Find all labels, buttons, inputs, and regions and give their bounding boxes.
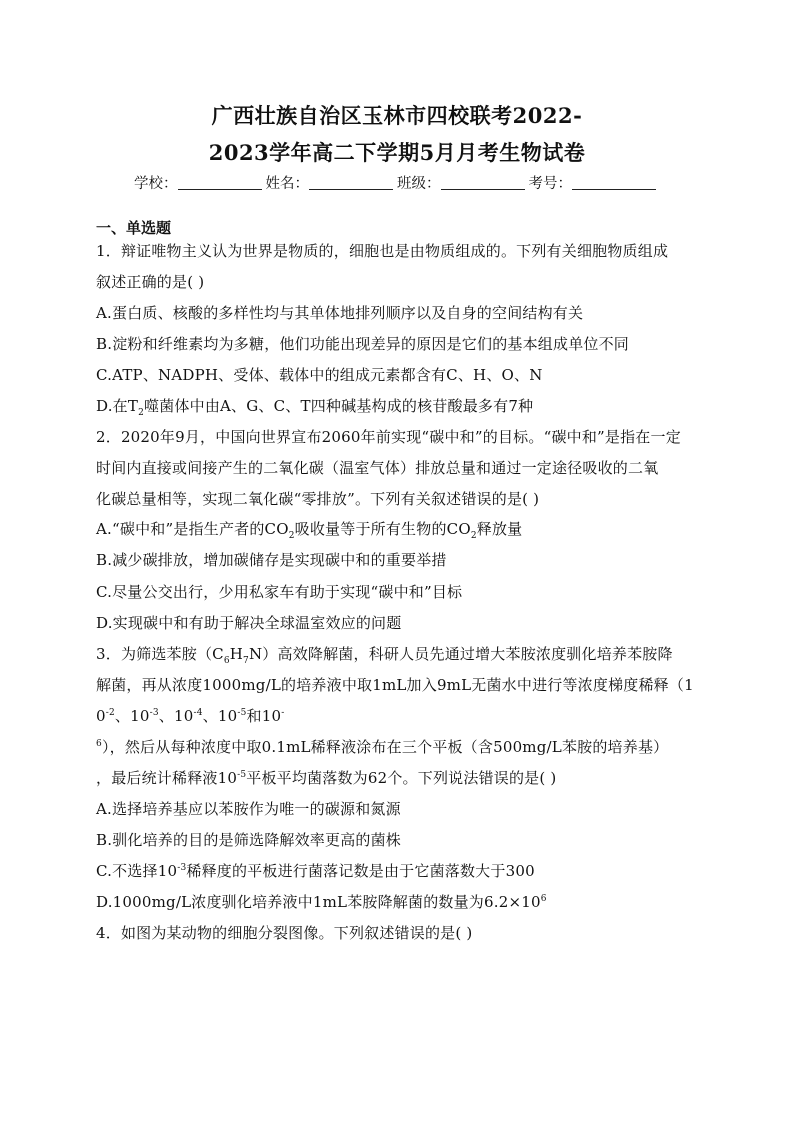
q1-option-c[interactable]: C.ATP、NADPH、受体、载体中的组成元素都含有C、H、O、N bbox=[96, 366, 543, 384]
q3-d-pre: D.1000mg/L浓度驯化培养液中1mL苯胺降解菌的数量为6.2×10 bbox=[96, 893, 541, 911]
q2-a-mid: 吸收量等于所有生物的CO bbox=[294, 520, 471, 538]
q1-option-a[interactable]: A.蛋白质、核酸的多样性均与其单体地排列顺序以及自身的空间结构有关 bbox=[96, 304, 584, 322]
school-label: 学校： bbox=[134, 176, 178, 192]
q3-l3-s2: -3 bbox=[149, 708, 159, 718]
section-title: 一、单选题 bbox=[96, 219, 172, 237]
q3-stem-line1 bbox=[96, 643, 673, 666]
class-blank[interactable] bbox=[441, 175, 525, 190]
exam-title-line2: 2023学年高二下学期5月月考生物试卷 bbox=[208, 140, 586, 165]
student-info-row bbox=[0, 172, 794, 193]
q3-l4-sup: 6 bbox=[96, 739, 102, 749]
exam-title-line1: 广西壮族自治区玉林市四校联考2022- bbox=[211, 103, 583, 128]
q3-l3-c: 、10 bbox=[158, 707, 194, 725]
q2-stem-line1: 2．2020年9月，中国向世界宣布2060年前实现“碳中和”的目标。“碳中和”是指在一定 bbox=[96, 428, 681, 446]
q3-d-sup: 6 bbox=[540, 894, 547, 904]
q2-a-post: 释放量 bbox=[476, 520, 523, 538]
q1-d-sub: 2 bbox=[138, 408, 145, 418]
q3-l3-s5: - bbox=[281, 708, 285, 718]
q3-l3-b: 、10 bbox=[114, 707, 150, 725]
name-blank[interactable] bbox=[309, 175, 393, 190]
q3-l3-d: 、10 bbox=[202, 707, 238, 725]
q2-stem-line2: 时间内直接或间接产生的二氧化碳（温室气体）排放总量和通过一定途径吸收的二氧 bbox=[96, 459, 659, 477]
q2-a-sub2: 2 bbox=[470, 531, 477, 541]
q3-l5-pre: ，最后统计稀释液10 bbox=[96, 769, 238, 787]
q3-l3-s4: -5 bbox=[237, 708, 247, 718]
q3-stem-line5 bbox=[96, 767, 556, 788]
q1-stem-line1: 1．辩证唯物主义认为世界是物质的，细胞也是由物质组成的。下列有关细胞物质组成 bbox=[96, 242, 669, 260]
q3-l3-a: 0 bbox=[96, 707, 106, 725]
q3-l1-sub2: 7 bbox=[243, 656, 249, 666]
q2-a-sub1: 2 bbox=[288, 531, 295, 541]
q3-option-d[interactable] bbox=[96, 891, 547, 912]
q3-stem-line4 bbox=[96, 736, 668, 757]
number-blank[interactable] bbox=[572, 175, 656, 190]
q1-option-b[interactable]: B.淀粉和纤维素均为多糖，他们功能出现差异的原因是它们的基本组成单位不同 bbox=[96, 335, 629, 353]
q3-option-b[interactable]: B.驯化培养的目的是筛选降解效率更高的菌株 bbox=[96, 831, 401, 849]
name-label: 姓名： bbox=[265, 176, 309, 192]
q3-l3-s3: -4 bbox=[193, 708, 203, 718]
q2-option-b[interactable]: B.减少碳排放，增加碳储存是实现碳中和的重要举措 bbox=[96, 551, 447, 569]
q3-c-post: 稀释度的平板进行菌落记数是由于它菌落数大于300 bbox=[186, 862, 535, 880]
q1-d-pre: D.在T bbox=[96, 397, 139, 415]
q3-l1-sub1: 6 bbox=[223, 656, 230, 666]
q3-l1-mid: H bbox=[229, 645, 244, 663]
q2-option-d[interactable]: D.实现碳中和有助于解决全球温室效应的问题 bbox=[96, 614, 402, 632]
q2-a-pre: A.“碳中和”是指生产者的CO bbox=[96, 520, 289, 538]
q2-stem-line3: 化碳总量相等，实现二氧化碳“零排放”。下列有关叙述错误的是( ) bbox=[96, 490, 540, 508]
class-label: 班级： bbox=[397, 176, 441, 192]
q3-l1-pre: 3．为筛选苯胺（C bbox=[96, 645, 224, 663]
q2-option-a[interactable] bbox=[96, 518, 522, 541]
number-label: 考号： bbox=[528, 176, 572, 192]
q1-stem-line2: 叙述正确的是( ) bbox=[96, 273, 205, 291]
q3-l5-sup: -5 bbox=[237, 770, 247, 780]
q1-option-d[interactable] bbox=[96, 395, 533, 418]
q3-c-pre: C.不选择10 bbox=[96, 862, 178, 880]
q3-stem-line3 bbox=[96, 705, 284, 726]
q3-l5-post: 平板平均菌落数为62个。下列说法错误的是( ) bbox=[246, 769, 557, 787]
q3-option-a[interactable]: A.选择培养基应以苯胺作为唯一的碳源和氮源 bbox=[96, 800, 401, 818]
q1-d-post: 噬菌体中由A、G、C、T四种碱基构成的核苷酸最多有7种 bbox=[144, 397, 534, 415]
q3-option-c[interactable] bbox=[96, 860, 535, 881]
school-blank[interactable] bbox=[178, 175, 262, 190]
q3-l1-post: N）高效降解菌，科研人员先通过增大苯胺浓度驯化培养苯胺降 bbox=[248, 645, 673, 663]
q3-stem-line2: 解菌，再从浓度1000mg/L的培养液中取1mL加入9mL无菌水中进行等浓度梯度稀释（1 bbox=[96, 676, 694, 694]
q3-l3-s1: -2 bbox=[105, 708, 115, 718]
q2-option-c[interactable]: C.尽量公交出行，少用私家车有助于实现“碳中和”目标 bbox=[96, 583, 463, 601]
q3-l4-post: ），然后从每种浓度中取0.1mL稀释液涂布在三个平板（含500mg/L苯胺的培养基） bbox=[101, 738, 669, 756]
q3-l3-e: 和10 bbox=[246, 707, 282, 725]
q3-c-sup: -3 bbox=[177, 863, 187, 873]
q4-stem: 4．如图为某动物的细胞分裂图像。下列叙述错误的是( ) bbox=[96, 924, 473, 942]
